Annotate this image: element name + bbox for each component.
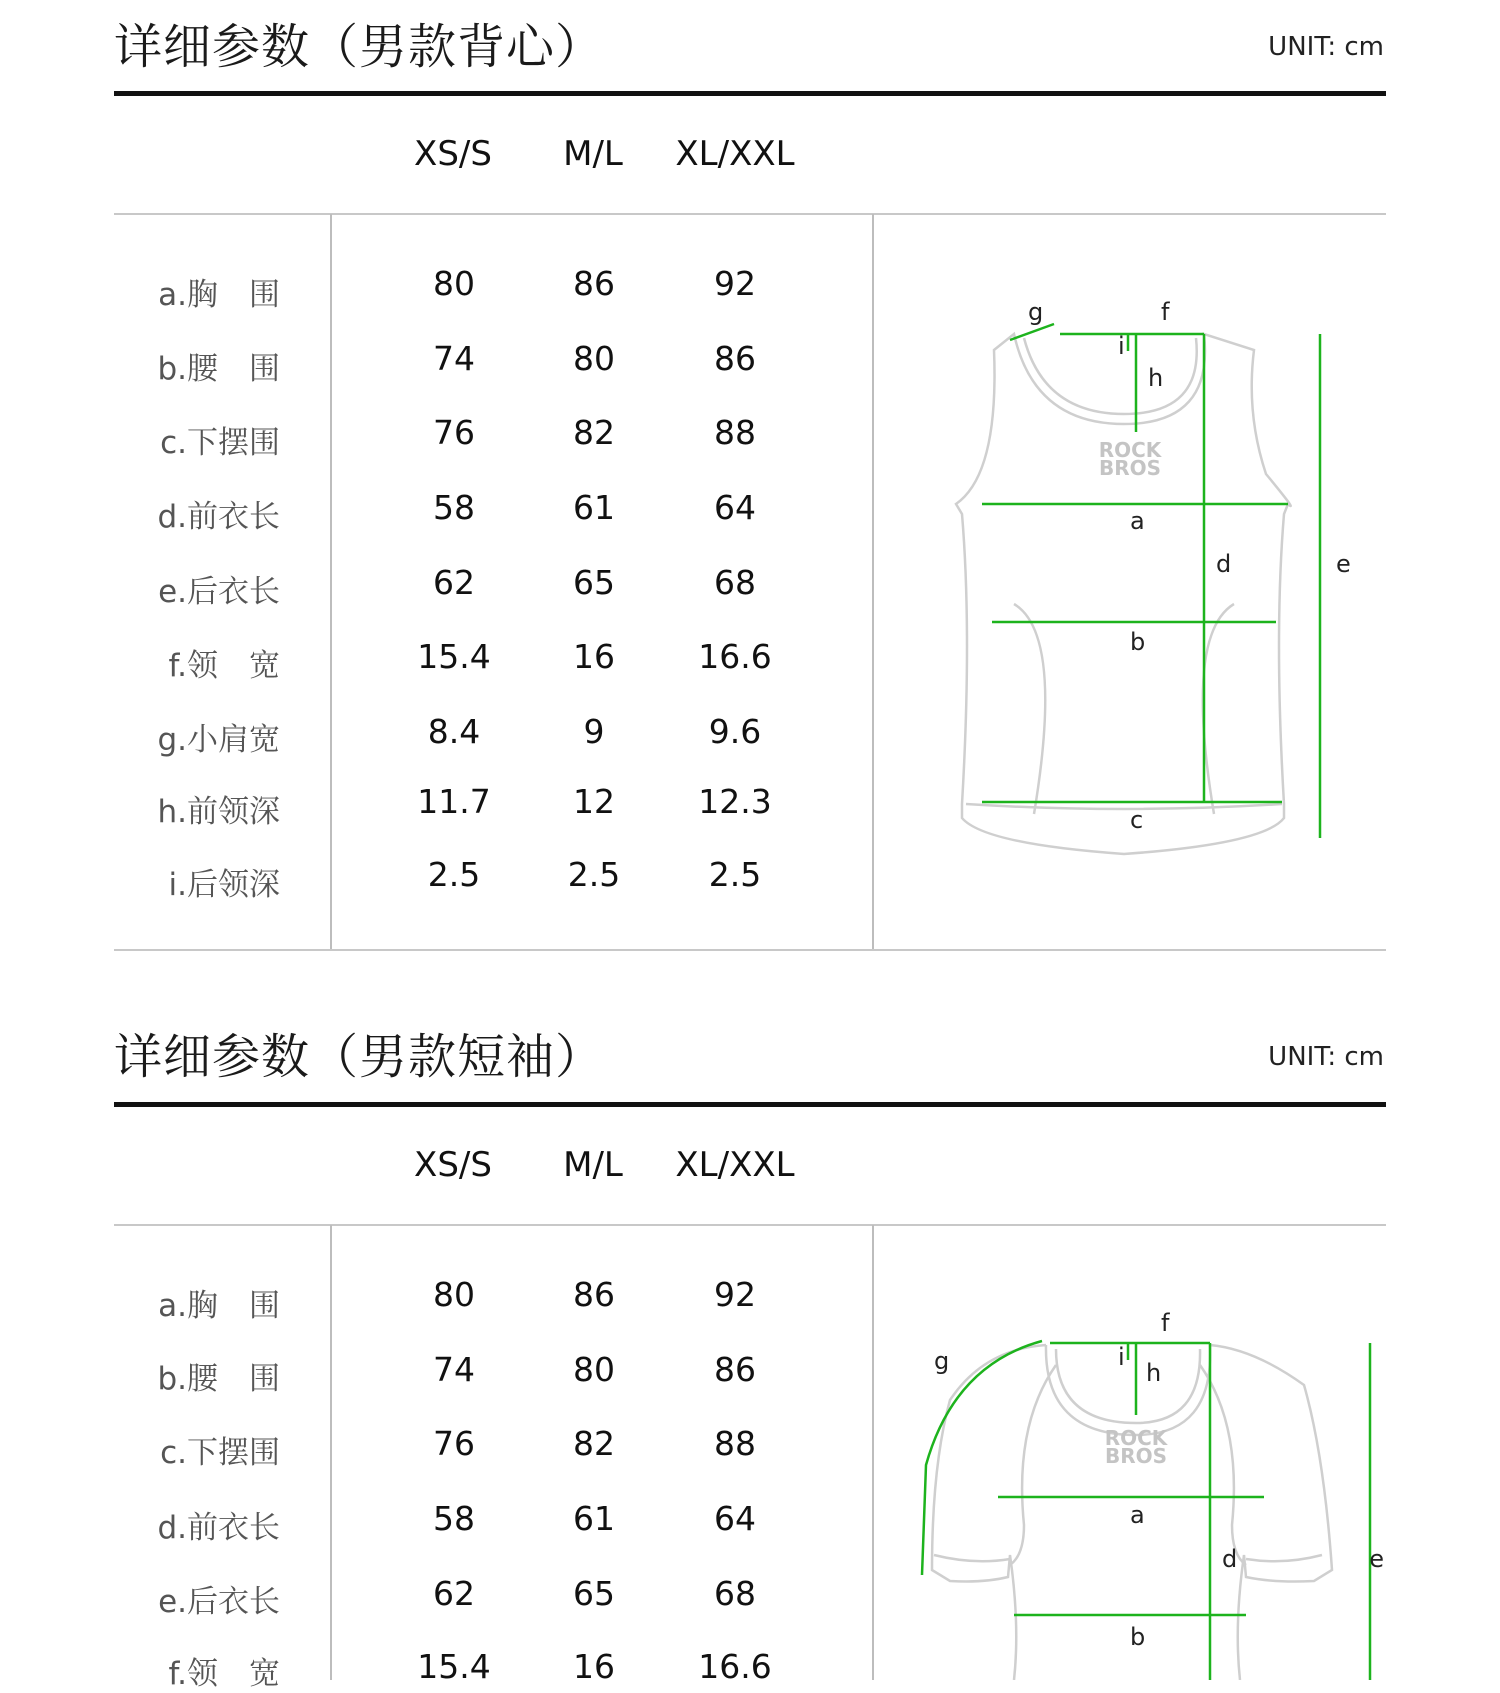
- row-label-front-length: d.前衣长: [157, 1510, 280, 1546]
- row-label-back-length: e.后衣长: [158, 574, 280, 610]
- row-label-waist: b.腰 围: [157, 1361, 280, 1397]
- left-cuff-seam: [934, 1555, 1010, 1561]
- row-label-chest: a.胸 围: [158, 1288, 280, 1324]
- cell: 15.4: [417, 637, 491, 676]
- row-label-chest: a.胸 围: [158, 277, 280, 313]
- cell: 74: [433, 1350, 475, 1389]
- cell: 2.5: [427, 855, 481, 894]
- measure-line-g: [1010, 324, 1054, 340]
- cell: 86: [573, 264, 615, 303]
- cell: 68: [714, 563, 756, 602]
- cell: 92: [714, 1275, 756, 1314]
- vest-measurement-diagram: [874, 214, 1386, 948]
- size-header-m-l: M/L: [563, 134, 623, 174]
- diagram-label-d: d: [1216, 550, 1232, 578]
- header-rule: [114, 1102, 1386, 1107]
- diagram-label-f: f: [1161, 298, 1170, 326]
- cell: 64: [714, 488, 756, 527]
- cell: 58: [433, 488, 475, 527]
- right-cuff-seam: [1246, 1555, 1322, 1561]
- cell: 9.6: [708, 712, 762, 751]
- cell: 15.4: [417, 1647, 491, 1686]
- neckline-seam: [1024, 338, 1197, 414]
- section-title: 详细参数（男款背心）: [114, 19, 605, 75]
- row-label-hem: c.下摆围: [160, 1435, 280, 1471]
- short-sleeve-section: [0, 1010, 1500, 1692]
- table-bottom-rule: [114, 949, 1386, 951]
- right-side-seam: [1203, 604, 1234, 814]
- cell: 16.6: [698, 1647, 772, 1686]
- cell: 12: [573, 782, 615, 821]
- left-side-seam: [1014, 604, 1045, 814]
- cell: 80: [433, 1275, 475, 1314]
- diagram-label-h: h: [1148, 364, 1164, 392]
- size-header-xs-s: XS/S: [414, 1145, 492, 1185]
- cell: 16: [573, 1647, 615, 1686]
- cell: 74: [433, 339, 475, 378]
- cell: 58: [433, 1499, 475, 1538]
- cell: 62: [433, 1574, 475, 1613]
- cell: 82: [573, 413, 615, 452]
- row-label-hem: c.下摆围: [160, 425, 280, 461]
- diagram-label-g: g: [1028, 298, 1044, 326]
- cell: 61: [573, 1499, 615, 1538]
- left-raglan-seam: [1010, 1365, 1056, 1565]
- diagram-label-f: f: [1161, 1309, 1170, 1337]
- cell: 65: [573, 1574, 615, 1613]
- diagram-label-a: a: [1130, 1501, 1145, 1529]
- unit-label: UNIT: cm: [1268, 1042, 1384, 1072]
- diagram-label-b: b: [1130, 1623, 1146, 1651]
- cell: 92: [714, 264, 756, 303]
- cell: 80: [573, 1350, 615, 1389]
- diagram-label-c: c: [1130, 806, 1144, 834]
- unit-label: UNIT: cm: [1268, 32, 1384, 62]
- diagram-label-i: i: [1118, 1343, 1125, 1371]
- short-sleeve-measurement-diagram: [874, 1225, 1386, 1680]
- diagram-label-h: h: [1146, 1359, 1162, 1387]
- cell: 12.3: [698, 782, 772, 821]
- cell: 16.6: [698, 637, 772, 676]
- label-column-divider: [330, 214, 332, 950]
- cell: 65: [573, 563, 615, 602]
- cell: 2.5: [708, 855, 762, 894]
- diagram-label-a: a: [1130, 507, 1145, 535]
- diagram-label-i: i: [1118, 332, 1125, 360]
- cell: 9: [583, 712, 605, 751]
- vest-outline: [956, 334, 1291, 854]
- row-label-waist: b.腰 围: [157, 351, 280, 387]
- cell: 82: [573, 1424, 615, 1463]
- label-column-divider: [330, 1225, 332, 1680]
- row-label-collar-width: f.领 宽: [168, 1656, 280, 1692]
- cell: 64: [714, 1499, 756, 1538]
- right-raglan-seam: [1200, 1365, 1246, 1565]
- size-header-xs-s: XS/S: [414, 134, 492, 174]
- cell: 68: [714, 1574, 756, 1613]
- size-header-xl-xxl: XL/XXL: [675, 1145, 795, 1185]
- size-header-m-l: M/L: [563, 1145, 623, 1185]
- cell: 11.7: [417, 782, 491, 821]
- cell: 88: [714, 1424, 756, 1463]
- neckline-seam: [1056, 1349, 1200, 1423]
- row-label-front-neck-depth: h.前领深: [157, 794, 280, 830]
- row-label-back-neck-depth: i.后领深: [168, 867, 280, 903]
- section-title: 详细参数（男款短袖）: [114, 1029, 605, 1085]
- diagram-label-e: e: [1369, 1545, 1384, 1573]
- size-header-xl-xxl: XL/XXL: [675, 134, 795, 174]
- cell: 2.5: [567, 855, 621, 894]
- row-label-shoulder-width: g.小肩宽: [157, 722, 280, 758]
- row-label-collar-width: f.领 宽: [168, 648, 280, 684]
- cell: 80: [433, 264, 475, 303]
- brand-logo-line2: BROS: [1098, 456, 1162, 480]
- hem-seam: [966, 804, 1282, 809]
- diagram-label-b: b: [1130, 628, 1146, 656]
- cell: 86: [573, 1275, 615, 1314]
- cell: 86: [714, 1350, 756, 1389]
- diagram-label-d: d: [1222, 1545, 1238, 1573]
- cell: 62: [433, 563, 475, 602]
- cell: 76: [433, 413, 475, 452]
- row-label-back-length: e.后衣长: [158, 1584, 280, 1620]
- cell: 86: [714, 339, 756, 378]
- diagram-label-e: e: [1336, 550, 1351, 578]
- brand-logo-line1: ROCK: [1098, 438, 1162, 462]
- cell: 16: [573, 637, 615, 676]
- cell: 8.4: [427, 712, 481, 751]
- cell: 80: [573, 339, 615, 378]
- brand-logo-line1: ROCK: [1104, 1426, 1168, 1450]
- brand-logo-line2: BROS: [1104, 1444, 1168, 1468]
- header-rule: [114, 91, 1386, 96]
- row-label-front-length: d.前衣长: [157, 499, 280, 535]
- cell: 61: [573, 488, 615, 527]
- diagram-label-g: g: [934, 1347, 950, 1375]
- cell: 88: [714, 413, 756, 452]
- cell: 76: [433, 1424, 475, 1463]
